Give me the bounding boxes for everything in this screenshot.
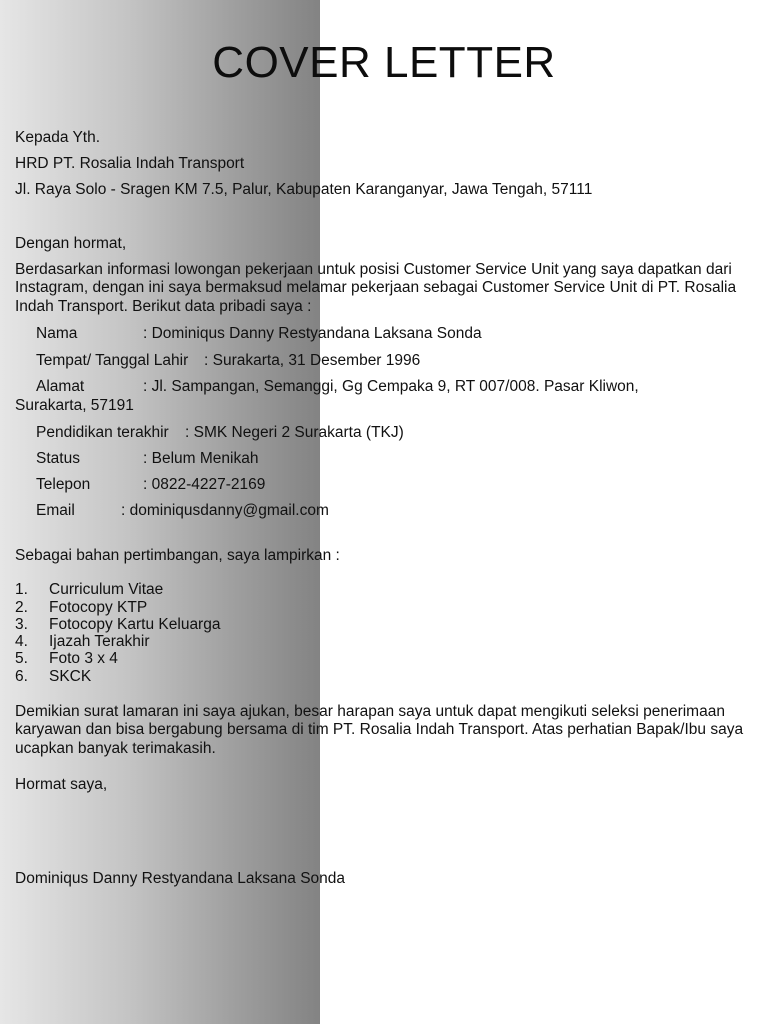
attachment-number: 5. [15, 650, 28, 667]
phone-label: Telepon [36, 476, 91, 493]
attachment-number: 6. [15, 668, 28, 685]
address-value: : Jl. Sampangan, Semanggi, Gg Cempaka 9, RT 007/008. Pasar Kliwon, [143, 378, 639, 395]
attachment-item: Ijazah Terakhir [49, 633, 150, 650]
attachment-item: Fotocopy KTP [49, 599, 148, 616]
attachment-item: Fotocopy Kartu Keluarga [49, 616, 221, 633]
attachments-intro: Sebagai bahan pertimbangan, saya lampirkan : [15, 547, 340, 564]
attachment-item: Foto 3 x 4 [49, 650, 118, 667]
birth-label: Tempat/ Tanggal Lahir [36, 352, 189, 369]
name-label: Nama [36, 325, 78, 342]
attachment-number: 3. [15, 616, 28, 633]
education-value: : SMK Negeri 2 Surakarta (TKJ) [185, 424, 404, 441]
attachment-item: Curriculum Vitae [49, 581, 164, 598]
signature-name: Dominiqus Danny Restyandana Laksana Sonda [15, 870, 346, 887]
attachment-number: 1. [15, 581, 28, 598]
education-label: Pendidikan terakhir [36, 424, 169, 441]
recipient-line-3: Jl. Raya Solo - Sragen KM 7.5, Palur, Kabupaten Karanganyar, Jawa Tengah, 57111 [15, 181, 593, 198]
email-value: : dominiqusdanny@gmail.com [121, 502, 329, 519]
greeting: Dengan hormat, [15, 235, 127, 252]
name-value: : Dominiqus Danny Restyandana Laksana Sonda [143, 325, 482, 342]
address-label: Alamat [36, 378, 85, 395]
recipient-line-1: Kepada Yth. [15, 129, 101, 146]
sign-off: Hormat saya, [15, 776, 108, 793]
phone-value: : 0822-4227-2169 [143, 476, 266, 493]
page-title: COVER LETTER [212, 38, 556, 87]
intro-paragraph: Berdasarkan informasi lowongan pekerjaan untuk posisi Customer Service Unit yang saya dapatkan dari Instagram, dengan ini saya bermaksud melamar pekerjaan sebagai Customer Service Unit di PT. Rosalia Indah Transport. Berikut data pribadi saya : [15, 261, 737, 315]
status-label: Status [36, 450, 80, 467]
attachment-item: SKCK [49, 668, 92, 685]
recipient-line-2: HRD PT. Rosalia Indah Transport [15, 155, 245, 172]
email-label: Email [36, 502, 75, 519]
status-value: : Belum Menikah [143, 450, 259, 467]
closing-paragraph: Demikian surat lamaran ini saya ajukan, besar harapan saya untuk dapat mengikuti seleksi penerimaan karyawan dan bisa bergabung bersama di tim PT. Rosalia Indah Transport. Atas perhatian Bapak/Ibu saya ucapkan banyak terimakasih. [15, 703, 744, 757]
address-continuation: Surakarta, 57191 [15, 397, 134, 414]
attachment-number: 4. [15, 633, 28, 650]
attachment-number: 2. [15, 599, 28, 616]
birth-value: : Surakarta, 31 Desember 1996 [204, 352, 421, 369]
